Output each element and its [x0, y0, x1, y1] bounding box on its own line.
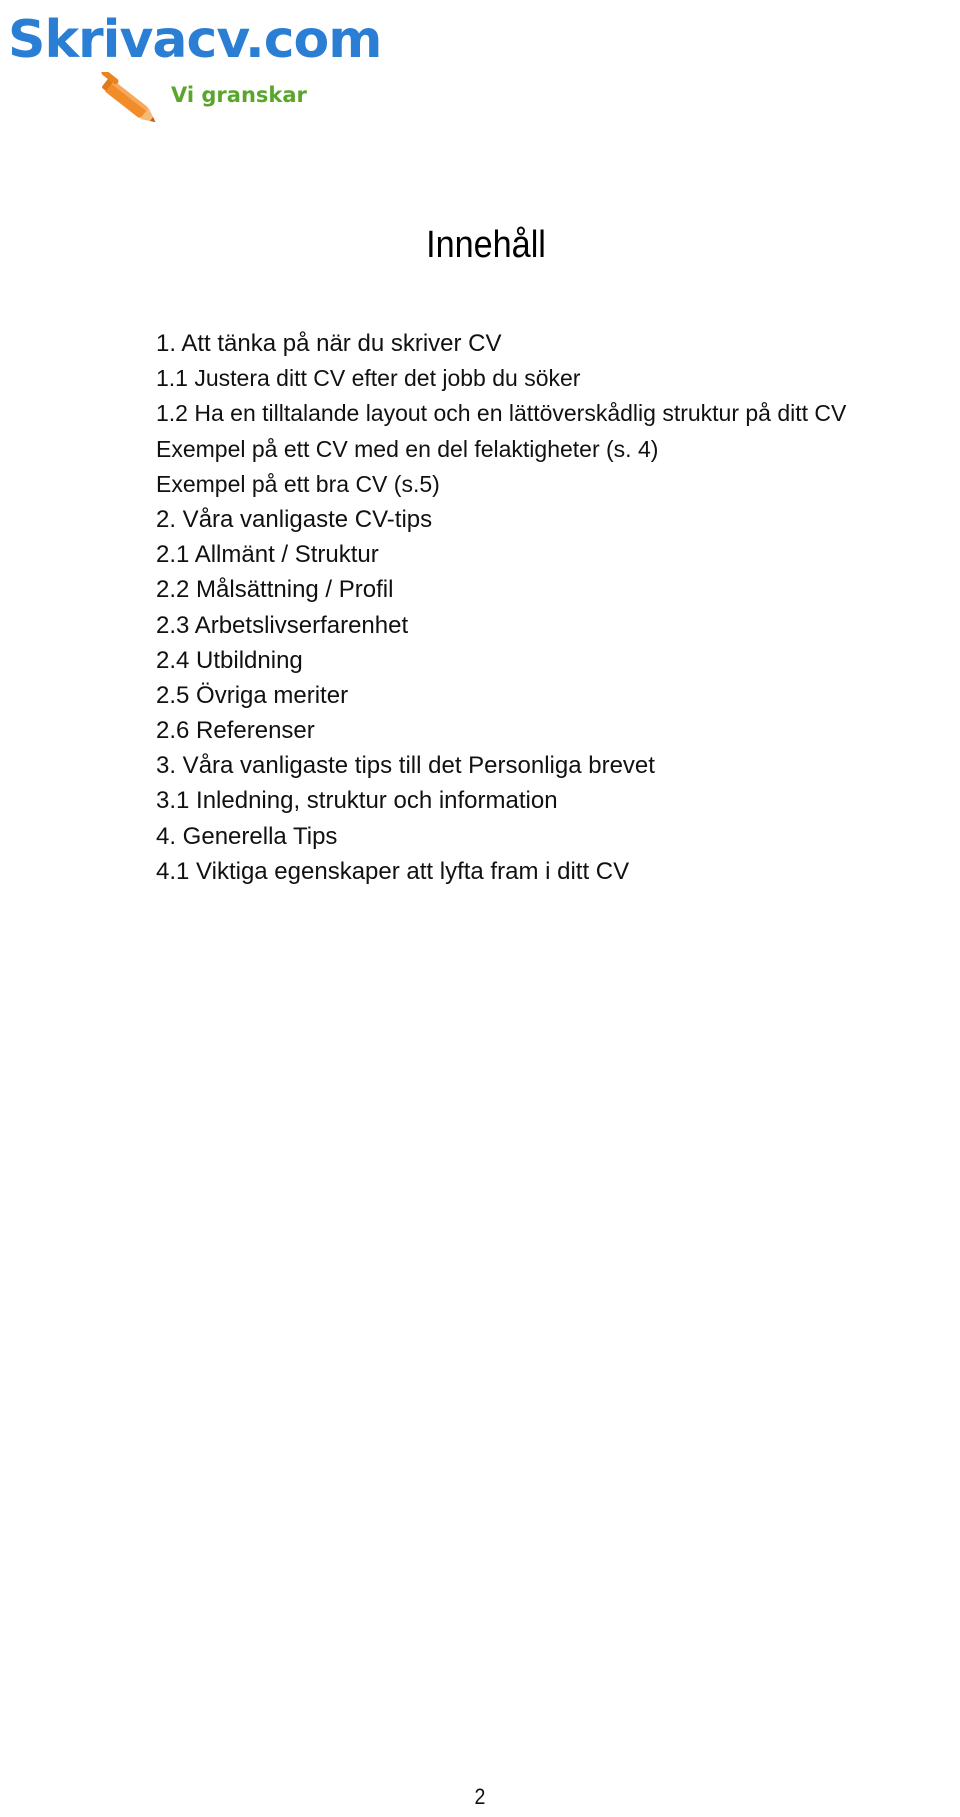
toc-item: 1.2 Ha en tilltalande layout och en lättöverskådlig struktur på ditt CV: [156, 400, 847, 427]
toc-item: 2.1 Allmänt / Struktur: [156, 541, 379, 569]
toc-item: 1.1 Justera ditt CV efter det jobb du söker: [156, 365, 581, 392]
toc-item: Exempel på ett CV med en del felaktigheter (s. 4): [156, 435, 659, 462]
toc-item: 4.1 Viktiga egenskaper att lyfta fram i ditt CV: [156, 857, 630, 885]
toc-item: 2. Våra vanligaste CV-tips: [156, 505, 433, 533]
toc-item: 3. Våra vanligaste tips till det Personliga brevet: [156, 752, 655, 780]
site-logo: [8, 10, 438, 128]
toc-item: 2.3 Arbetslivserfarenhet: [156, 611, 409, 639]
toc-item: Exempel på ett bra CV (s.5): [156, 470, 440, 497]
toc-item: 3.1 Inledning, struktur och information: [156, 787, 558, 815]
toc-item: 2.5 Övriga meriter: [156, 681, 349, 709]
toc-item: 4. Generella Tips: [156, 822, 338, 850]
pencil-icon: [96, 72, 166, 134]
logo-tagline: Vi granskar: [171, 83, 307, 107]
table-of-contents: [156, 326, 846, 889]
logo-wordmark: Skrivacv.com: [8, 10, 382, 70]
toc-item: 1. Att tänka på när du skriver CV: [156, 330, 502, 357]
toc-title: Innehåll: [426, 224, 546, 266]
toc-item: 2.6 Referenser: [156, 717, 315, 745]
toc-item: 2.4 Utbildning: [156, 646, 303, 674]
toc-item: 2.2 Målsättning / Profil: [156, 576, 394, 604]
page-number: 2: [474, 1784, 486, 1809]
